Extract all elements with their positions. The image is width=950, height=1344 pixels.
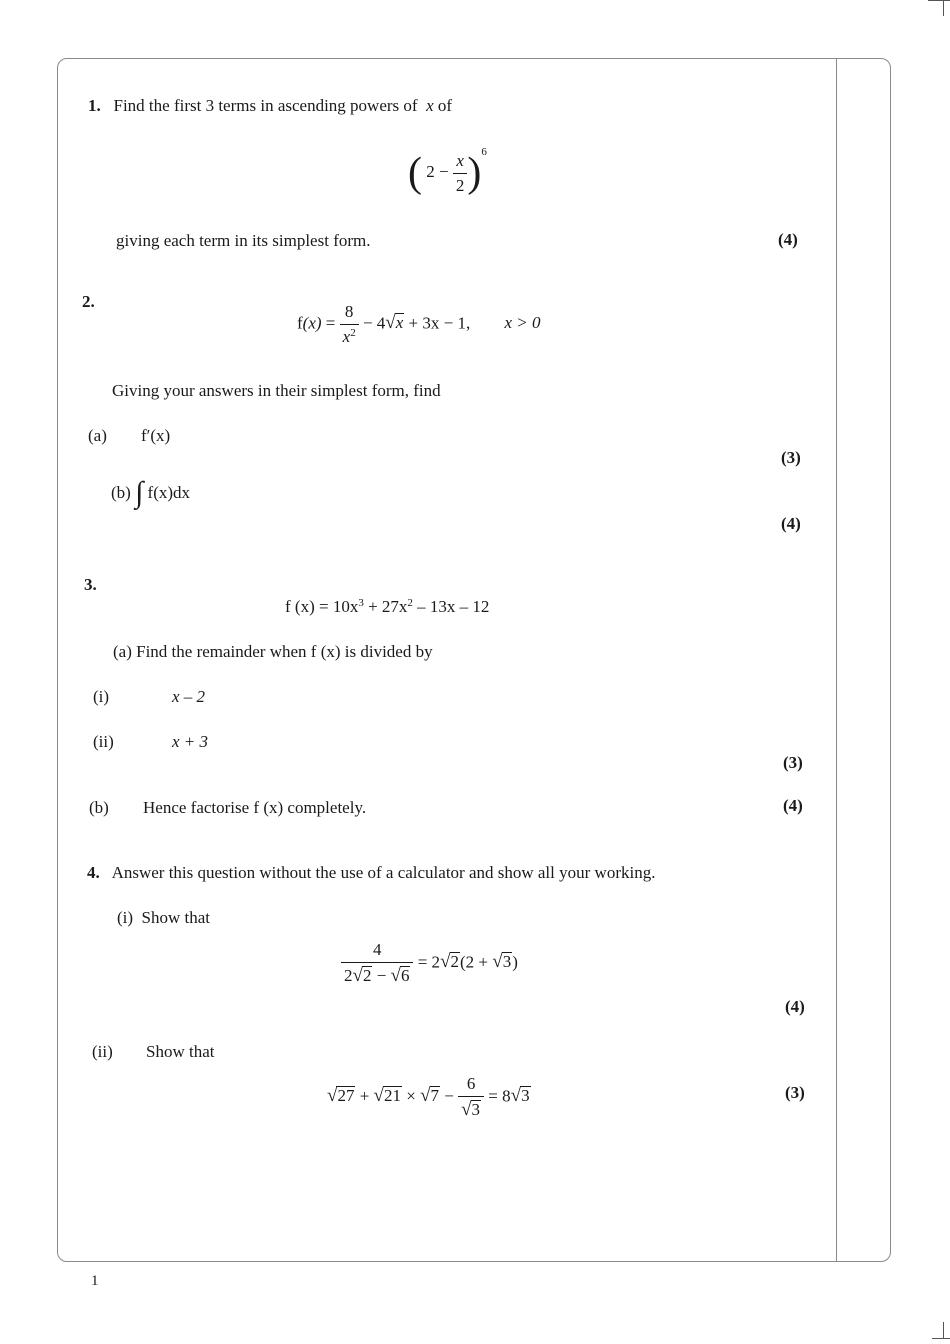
page-number: 1 [91, 1273, 99, 1289]
q4-i-den-minus: − [376, 966, 387, 985]
q4-i-rhs-b: (2 + [460, 952, 488, 972]
q4-ii-fraction [458, 1074, 484, 1121]
q1-right-paren: ) [467, 150, 482, 197]
q1-frac-num: x [456, 150, 464, 170]
q4-ii-frac-num: 6 [466, 1074, 476, 1093]
q1-mark: (4) [778, 230, 798, 249]
q2-frac-num: 8 [344, 302, 354, 321]
q3-i-label: (i) [93, 687, 110, 706]
q3-a-mark: (3) [783, 753, 803, 772]
q4-ii-plus: + [359, 1086, 370, 1106]
q1-expression [408, 146, 487, 196]
q4-number: 4. [87, 863, 100, 882]
q1-minus: − [439, 162, 449, 181]
q2-fraction [340, 302, 359, 347]
q2-lhs: f [297, 313, 303, 333]
q4-ii-frac-den: √3 [458, 1096, 484, 1121]
q1-prompt: Find the first 3 terms in ascending powers of [113, 96, 418, 115]
q2-number: 2. [82, 292, 95, 311]
q4-ii-equation: √27 + √21 × √7 − $\frac{6}{√3}$ = 8√3 [327, 1074, 530, 1120]
q1-number: 1. [88, 96, 101, 115]
q4-i-text: Show that [141, 908, 211, 927]
q1-left-paren: ( [408, 150, 422, 197]
q4-ii-frac-den-sqrt: 3 [471, 1100, 481, 1119]
q2-frac-den-var: x [342, 327, 351, 346]
q3-eq-part: f (x) = 10x [285, 597, 359, 616]
q2-b-label: (b) [111, 483, 131, 502]
q3-i-expr: x – 2 [172, 687, 206, 706]
q3-eq-pow: 3 [358, 597, 364, 609]
q1-frac-den: 2 [453, 173, 468, 196]
q3-b-mark: (4) [783, 796, 803, 815]
q2-mid: − 4 [362, 313, 386, 333]
q4-i-rhs-c: ) [512, 952, 518, 972]
q3-eq-pow: 2 [407, 597, 413, 609]
q4-i-equation: $\frac{4}{2√2 - √6}$ = 2√2(2 + √3) [341, 940, 518, 987]
q1-prompt-line [88, 96, 452, 116]
q2-frac-den [340, 324, 359, 347]
q2-a-mark: (3) [781, 448, 801, 467]
q2-equation: f(x) = $\frac{8}{x^2}$ − 4√x + 3x − 1, x > 0 [297, 302, 541, 346]
q4-ii-s2: 21 [383, 1086, 401, 1106]
q2-sqrt-arg: x [395, 313, 404, 333]
crop-mark [943, 1322, 944, 1338]
q4-ii-s1: 27 [337, 1086, 355, 1106]
q2-b-expr: f(x)dx [147, 483, 191, 502]
crop-mark [928, 0, 950, 1]
q1-var: x [426, 96, 434, 115]
q2-b-line [111, 476, 190, 510]
crop-mark [943, 0, 944, 16]
q4-i-fraction [341, 940, 413, 987]
q3-eq-part: – 13x – 12 [412, 597, 490, 616]
q1-tail: giving each term in its simplest form. [116, 231, 371, 250]
q2-a-label: (a) [88, 426, 107, 445]
q4-i-line [117, 908, 210, 928]
q1-fraction [453, 151, 468, 196]
q2-cond: x > 0 [504, 313, 541, 333]
q4-intro-line [87, 863, 655, 883]
q4-i-label: (i) [117, 908, 134, 927]
q2-b-mark: (4) [781, 514, 801, 533]
q1-two: 2 [426, 162, 435, 181]
integral-sign: ∫ [135, 476, 144, 509]
q3-a-text: (a) Find the remainder when f (x) is divided by [113, 642, 433, 661]
q4-ii-times: × [406, 1086, 416, 1106]
q2-eq: = [325, 313, 336, 333]
q4-ii-eq: = 8 [488, 1086, 511, 1106]
q2-rest: + 3x − 1, [408, 313, 471, 333]
q4-i-num: 4 [372, 940, 382, 959]
q4-i-den-sqrt1: 2 [362, 966, 372, 985]
q4-ii-mark: (3) [785, 1083, 805, 1102]
q4-ii-text: Show that [146, 1042, 215, 1061]
q4-ii-label: (ii) [92, 1042, 113, 1061]
q2-instruction: Giving your answers in their simplest form, find [112, 381, 441, 400]
q4-i-mark: (4) [785, 997, 805, 1016]
q4-ii-s3: 7 [430, 1086, 439, 1106]
q1-power: 6 [481, 146, 487, 158]
q4-i-rhs-sqrt: 2 [450, 952, 459, 972]
q1-of: of [437, 96, 453, 115]
q4-ii-s4: 3 [521, 1086, 530, 1106]
q3-equation [285, 597, 489, 617]
q3-number: 3. [84, 575, 97, 594]
q2-frac-den-pow: 2 [350, 327, 356, 339]
q4-i-rhs-sqrt2: 3 [502, 952, 512, 972]
q4-i-den-sqrt2: 6 [400, 966, 410, 985]
q3-ii-expr: x + 3 [172, 732, 209, 751]
q3-b-label: (b) [89, 798, 109, 817]
q4-i-den-a: 2 [344, 966, 353, 985]
q2-lhs-arg: (x) [302, 313, 322, 333]
q4-i-den: 2√2 − √6 [341, 962, 413, 987]
margin-line [836, 59, 837, 1262]
q3-eq-part: + 27x [363, 597, 408, 616]
q4-intro: Answer this question without the use of a calculator and show all your working. [111, 863, 656, 882]
q3-b-text: Hence factorise f (x) completely. [143, 798, 367, 817]
crop-mark [932, 1338, 950, 1339]
q4-ii-minus: − [444, 1086, 454, 1106]
q4-i-rhs-a: = 2 [417, 952, 441, 972]
q3-ii-label: (ii) [93, 732, 114, 751]
q2-a-expr: f′(x) [141, 426, 171, 445]
